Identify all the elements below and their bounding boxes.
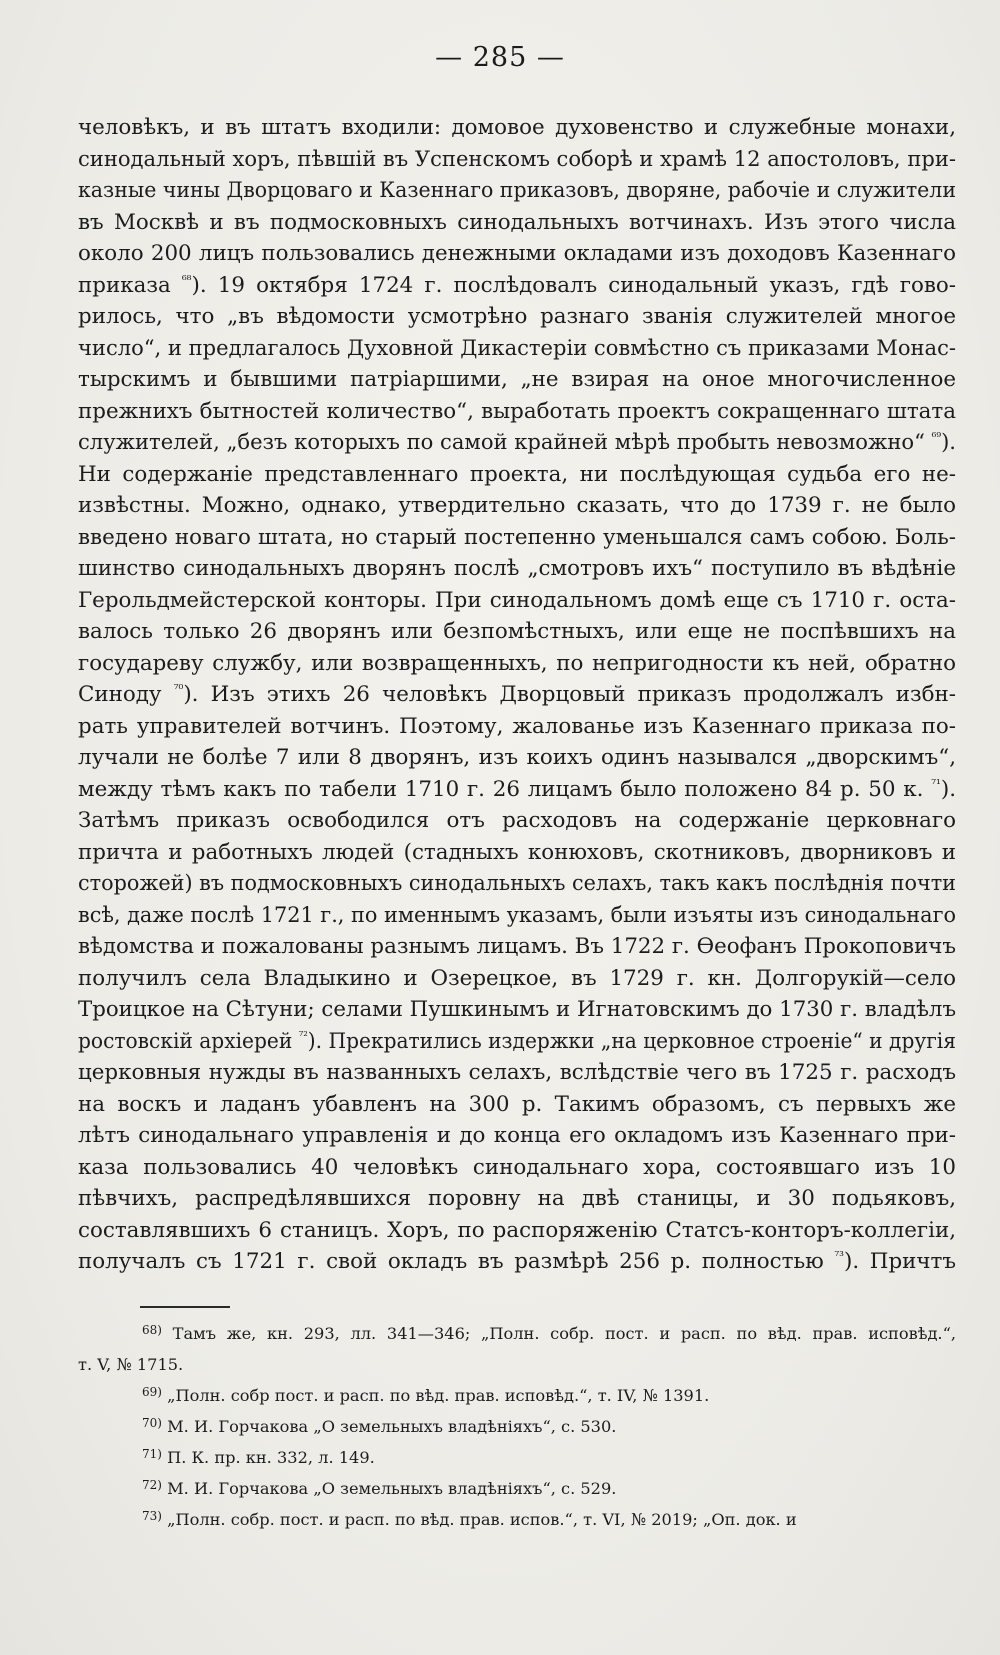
body-line: шинство синодальныхъ дворянъ послѣ „смотровъ ихъ“ поступило въ вѣдѣніе bbox=[78, 556, 956, 581]
footnote-text: „Полн. собр. пост. и расп. по вѣд. прав. испов.“, т. VI, № 2019; „Оп. док. и bbox=[167, 1510, 797, 1529]
body-line: приказа $^{^{68}}$). 19 октября 1724 г. послѣдовалъ синодальный указъ, гдѣ гово- bbox=[78, 272, 956, 298]
body-line: тырскимъ и бывшими патріаршими, „не взирая на оное многочисленное bbox=[78, 367, 956, 392]
body-line: введено новаго штата, но старый постепенно уменьшался самъ собою. Боль- bbox=[78, 524, 956, 550]
body-line: лучали не болѣе 7 или 8 дворянъ, изъ коихъ одинъ назывался „дворскимъ“, bbox=[78, 745, 956, 770]
body-line: синодальный хоръ, пѣвшій въ Успенскомъ соборѣ и храмѣ 12 апостоловъ, при- bbox=[78, 146, 956, 172]
body-line: вѣдомства и пожалованы разнымъ лицамъ. Въ 1722 г. Ѳеофанъ Прокоповичъ bbox=[78, 934, 956, 959]
body-line: составлявшихъ 6 станицъ. Хоръ, по распоряженію Статсъ-конторъ-коллегіи, bbox=[78, 1217, 956, 1243]
body-line: на воскъ и ладанъ убавленъ на 300 р. Такимъ образомъ, съ первыхъ же bbox=[78, 1091, 956, 1117]
body-line: пѣвчихъ, распредѣлявшихся поровну на двѣ станицы, и 30 подьяковъ, bbox=[78, 1186, 956, 1211]
footnote-text: М. И. Горчакова „О земельныхъ владѣніяхъ“, с. 530. bbox=[167, 1417, 617, 1436]
footnote-mark: 70) bbox=[142, 1416, 162, 1430]
body-line: Ни содержаніе представленнаго проекта, ни послѣдующая судьба его не- bbox=[78, 461, 956, 487]
body-line: каза пользовались 40 человѣкъ синодальнаго хора, состоявшаго изъ 10 bbox=[78, 1154, 956, 1180]
footnote-71 bbox=[78, 1442, 956, 1473]
body-line: получилъ села Владыкино и Озерецкое, въ 1729 г. кн. Долгорукій—село bbox=[78, 965, 956, 991]
body-line: Затѣмъ приказъ освободился отъ расходовъ на содержаніе церковнаго bbox=[78, 808, 956, 833]
body-line: Герольдмейстерской конторы. При синодальномъ домѣ еще съ 1710 г. оста- bbox=[78, 587, 956, 613]
body-line: около 200 лицъ пользовались денежными окладами изъ доходовъ Казеннаго bbox=[78, 241, 956, 266]
body-line: Синоду $^{^{70}}$). Изъ этихъ 26 человѣкъ Дворцовый приказъ продолжалъ избн- bbox=[78, 682, 956, 707]
footnote-72 bbox=[78, 1473, 956, 1504]
footnote-mark: 72) bbox=[142, 1478, 162, 1492]
footnote-68 bbox=[78, 1318, 956, 1349]
body-line: валось только 26 дворянъ или безпомѣстныхъ, или еще не поспѣвшихъ на bbox=[78, 619, 956, 644]
body-line: Троицкое на Сѣтуни; селами Пушкинымъ и Игнатовскимъ до 1730 г. владѣлъ bbox=[78, 997, 956, 1022]
footnote-text: М. И. Горчакова „О земельныхъ владѣніяхъ“, с. 529. bbox=[167, 1479, 617, 1498]
footnote-mark: 71) bbox=[142, 1447, 162, 1461]
body-line: государеву службу, или возвращенныхъ, по непригодности къ ней, обратно bbox=[78, 650, 956, 676]
body-line: извѣстны. Можно, однако, утвердительно сказать, что до 1739 г. не было bbox=[78, 493, 956, 518]
footnote-70 bbox=[78, 1411, 956, 1442]
footnote-mark: 69) bbox=[142, 1385, 162, 1399]
body-line: человѣкъ, и въ штатъ входили: домовое духовенство и служебные монахи, bbox=[78, 115, 956, 140]
body-line: причта и работныхъ людей (стадныхъ конюховъ, скотниковъ, дворниковъ и bbox=[78, 839, 956, 865]
footnote-69 bbox=[78, 1380, 956, 1411]
body-line: сторожей) въ подмосковныхъ синодальныхъ селахъ, такъ какъ послѣднія почти bbox=[78, 871, 956, 896]
page-number: — 285 — bbox=[435, 42, 565, 73]
footnote-mark: 68) bbox=[142, 1323, 162, 1337]
body-line: ростовскій архіерей $^{^{72}}$). Прекратились издержки „на церковное строеніе“ и другія bbox=[78, 1028, 956, 1054]
body-line: въ Москвѣ и въ подмосковныхъ синодальныхъ вотчинахъ. Изъ этого числа bbox=[78, 209, 956, 235]
body-line: прежнихъ бытностей количество“, выработать проектъ сокращеннаго штата bbox=[78, 398, 956, 424]
body-line: рать управителей вотчинъ. Поэтому, жалованье изъ Казеннаго приказа по- bbox=[78, 713, 956, 739]
footnote-separator bbox=[140, 1306, 230, 1308]
footnote-73 bbox=[78, 1504, 956, 1535]
body-line: число“, и предлагалось Духовной Дикастеріи совмѣстно съ приказами Монас- bbox=[78, 335, 956, 361]
body-line: рилось, что „въ вѣдомости усмотрѣно разнаго званія служителей многое bbox=[78, 304, 956, 329]
body-line: служителей, „безъ которыхъ по самой крайней мѣрѣ пробыть невозможно“ $^{^{69}}$). bbox=[78, 430, 956, 455]
body-line: церковныя нужды въ названныхъ селахъ, вслѣдствіе чего въ 1725 г. расходъ bbox=[78, 1060, 956, 1085]
footnote-mark: 73) bbox=[142, 1509, 162, 1523]
footnote-text: П. К. пр. кн. 332, л. 149. bbox=[167, 1448, 375, 1467]
body-line: лѣтъ синодальнаго управленія и до конца его окладомъ изъ Казеннаго при- bbox=[78, 1123, 956, 1148]
footnote-continuation: т. V, № 1715. bbox=[78, 1355, 184, 1374]
body-line: всѣ, даже послѣ 1721 г., по именнымъ указамъ, были изъяты изъ синодальнаго bbox=[78, 902, 956, 928]
body-line: получалъ съ 1721 г. свой окладъ въ размѣрѣ 256 р. полностью $^{^{73}}$). Причтъ bbox=[78, 1249, 956, 1274]
body-line: казные чины Дворцоваго и Казеннаго приказовъ, дворяне, рабочіе и служители bbox=[78, 178, 956, 203]
footnotes bbox=[78, 1318, 956, 1535]
body-text bbox=[78, 112, 956, 1278]
footnote-text: „Полн. собр пост. и расп. по вѣд. прав. исповѣд.“, т. IV, № 1391. bbox=[167, 1386, 710, 1405]
footnote-text: Тамъ же, кн. 293, лл. 341—346; „Полн. собр. пост. и расп. по вѣд. прав. исповѣд.“, bbox=[172, 1324, 956, 1343]
body-line: между тѣмъ какъ по табели 1710 г. 26 лицамъ было положено 84 р. 50 к. $^{^{71}}$). bbox=[78, 776, 956, 802]
